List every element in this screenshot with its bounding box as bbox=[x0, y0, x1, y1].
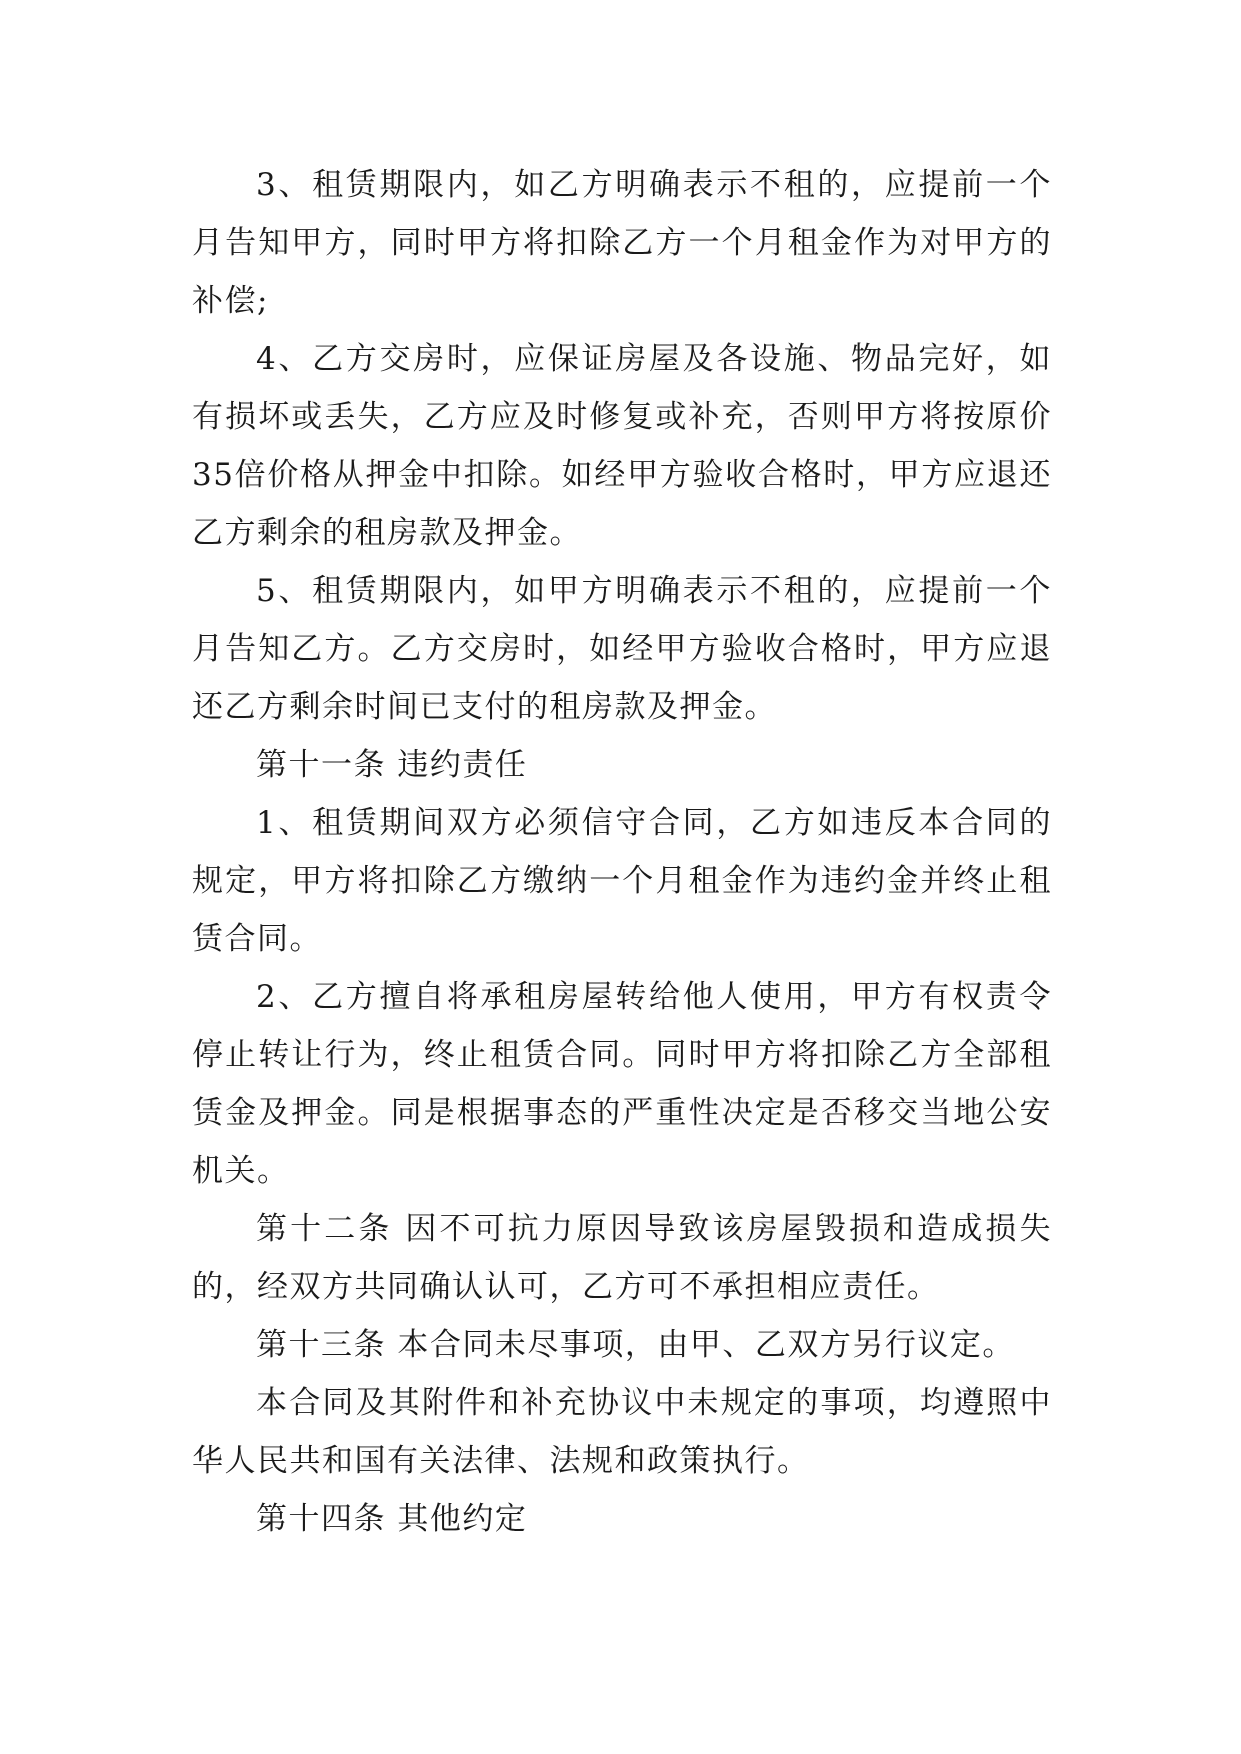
document-body bbox=[192, 156, 1052, 1548]
clause-10-item-5: 5、租赁期限内，如甲方明确表示不租的，应提前一个月告知乙方。乙方交房时，如经甲方验收合格时，甲方应退还乙方剩余时间已支付的租房款及押金。 bbox=[192, 573, 1052, 725]
clause-11-item-2: 2、乙方擅自将承租房屋转给他人使用，甲方有权责令停止转让行为，终止租赁合同。同时甲方将扣除乙方全部租赁金及押金。同是根据事态的严重性决定是否移交当地公安机关。 bbox=[192, 979, 1052, 1189]
clause-12: 第十二条 因不可抗力原因导致该房屋毁损和造成损失的，经双方共同确认认可，乙方可不承担相应责任。 bbox=[192, 1211, 1052, 1305]
clause-13: 第十三条 本合同未尽事项，由甲、乙双方另行议定。 bbox=[256, 1327, 1015, 1363]
clause-10-item-3: 3、租赁期限内，如乙方明确表示不租的，应提前一个月告知甲方，同时甲方将扣除乙方一个月租金作为对甲方的补偿; bbox=[192, 167, 1052, 319]
clause-13-supplement: 本合同及其附件和补充协议中未规定的事项，均遵照中华人民共和国有关法律、法规和政策执行。 bbox=[192, 1385, 1052, 1479]
clause-10-item-4: 4、乙方交房时，应保证房屋及各设施、物品完好，如有损坏或丢失，乙方应及时修复或补充，否则甲方将按原价35倍价格从押金中扣除。如经甲方验收合格时，甲方应退还乙方剩余的租房款及押金。 bbox=[192, 341, 1052, 551]
clause-11-heading: 第十一条 违约责任 bbox=[256, 747, 528, 783]
clause-14-heading: 第十四条 其他约定 bbox=[256, 1501, 528, 1537]
clause-11-item-1: 1、租赁期间双方必须信守合同，乙方如违反本合同的规定，甲方将扣除乙方缴纳一个月租金作为违约金并终止租赁合同。 bbox=[192, 805, 1052, 957]
